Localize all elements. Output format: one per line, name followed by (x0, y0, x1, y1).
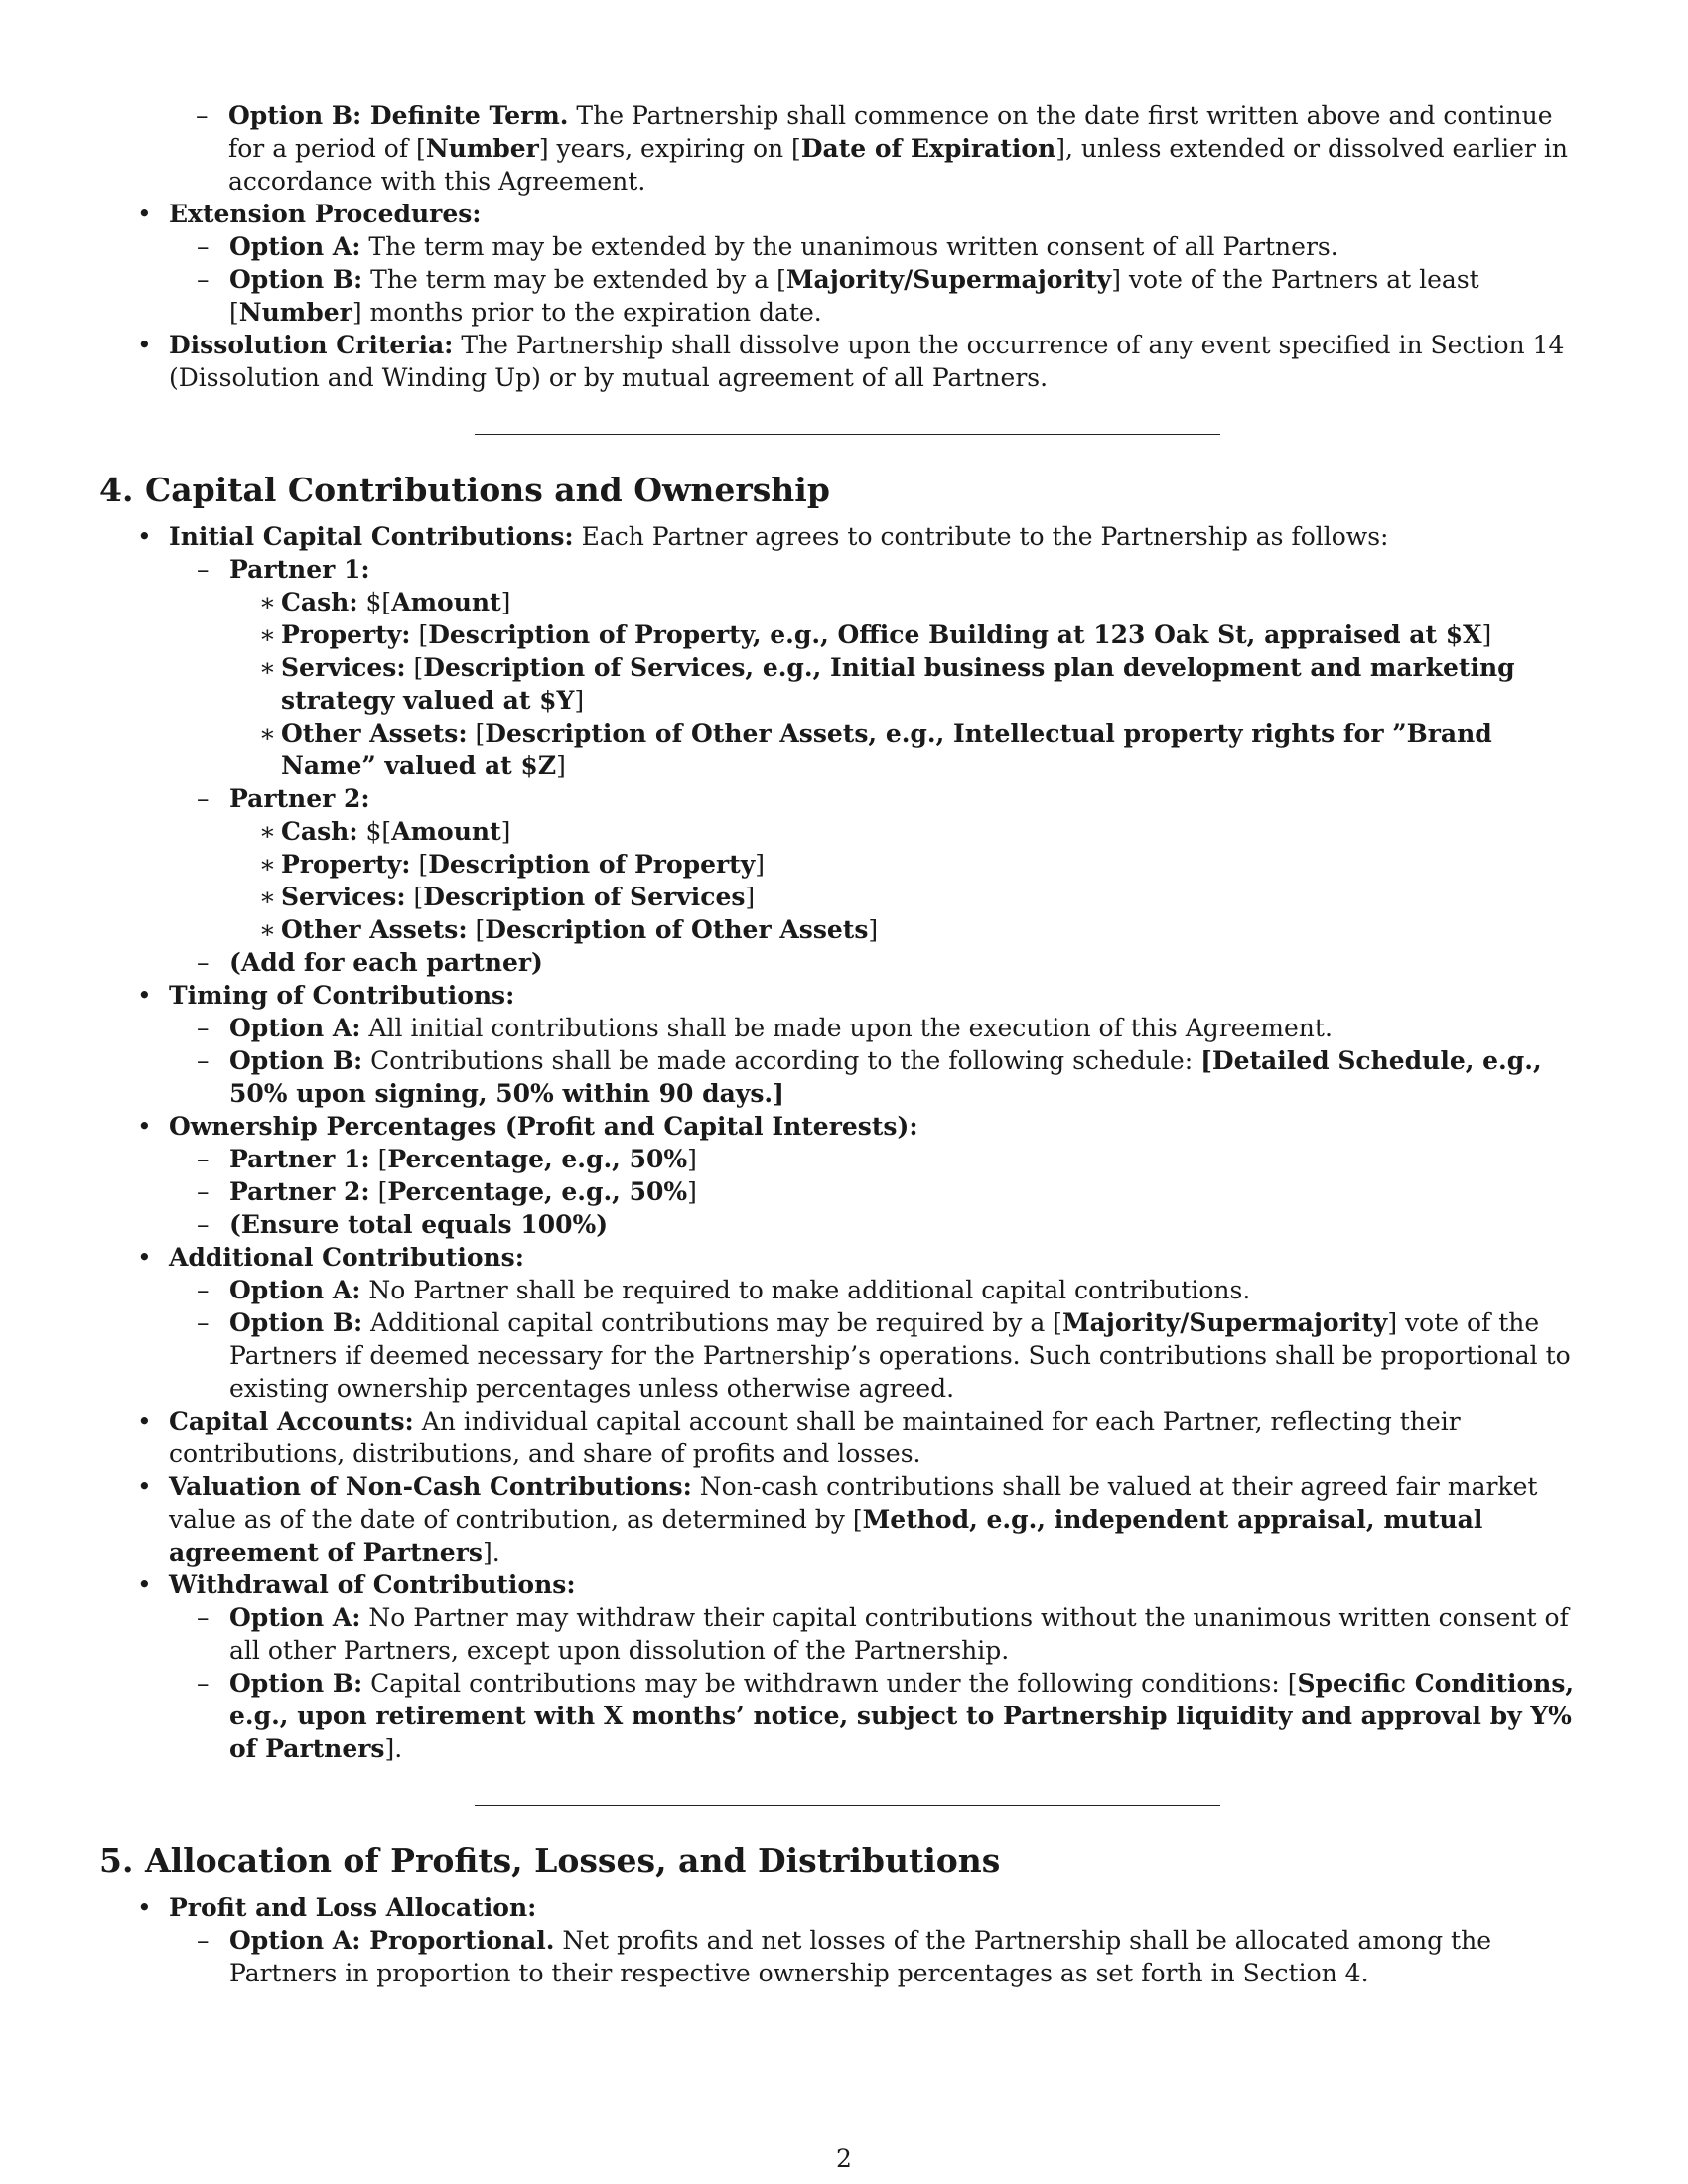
list-item: ∗ Property: [Description of Property, e.g., Office Building at 123 Oak St, appraised at $X] (229, 618, 1589, 651)
partner-2-item: – Partner 2: ∗ Cash: $[Amount] ∗ Property: [Description of Property] ∗ Services: [Description of Services] ∗ Other Assets: [Description of Other Assets] (169, 782, 1589, 946)
capital-accounts-item: • Capital Accounts: An individual capital account shall be maintained for each Partner, reflecting their contributions, distributions, and share of profits and losses. (99, 1405, 1589, 1470)
additional-options (169, 1274, 1589, 1405)
partner-2-assets (229, 815, 1589, 946)
list-item: ∗ Cash: $[Amount] (229, 586, 1589, 618)
section-divider (475, 434, 1220, 435)
list-item: ∗ Cash: $[Amount] (229, 815, 1589, 848)
section4-list (99, 520, 1589, 1765)
section-divider (475, 1805, 1220, 1806)
section5-list (99, 1891, 1589, 1989)
ownership-item: • Ownership Percentages (Profit and Capital Interests): – Partner 1: [Percentage, e.g., 50%] – Partner 2: [Percentage, e.g., 50%] – (Ensure total equals 100%) (99, 1110, 1589, 1241)
section3-list (99, 198, 1589, 394)
partner-1-assets (229, 586, 1589, 782)
list-item: ∗ Property: [Description of Property] (229, 848, 1589, 881)
section-5-heading: 5. Allocation of Profits, Losses, and Distributions (99, 1842, 1001, 1880)
list-item: – (Ensure total equals 100%) (169, 1208, 1589, 1241)
term-options-list (228, 99, 1589, 198)
valuation-item: • Valuation of Non-Cash Contributions: Non-cash contributions shall be valued at their agreed fair market value as of the date of contribution, as determined by [Method, e.g., independent appraisal, mutual agreement of Partners]. (99, 1470, 1589, 1569)
extension-options (169, 230, 1589, 329)
term-option-b: – Option B: Definite Term. The Partnership shall commence on the date first written above and continue for a period of [Number] years, expiring on [Date of Expiration], unless extended or dissolved earlier in accordance with this Agreement. (228, 99, 1589, 198)
withdrawal-options (169, 1601, 1589, 1765)
extension-option-a: – Option A: The term may be extended by the unanimous written consent of all Partners. (169, 230, 1589, 263)
extension-option-b: – Option B: The term may be extended by a [Majority/Supermajority] vote of the Partners at least [Number] months prior to the expiration date. (169, 263, 1589, 329)
page-number: 2 (836, 2144, 852, 2173)
section-4-heading: 4. Capital Contributions and Ownership (99, 471, 830, 509)
withdrawal-option-b: – Option B: Capital contributions may be withdrawn under the following conditions: [Specific Conditions, e.g., upon retirement with X months’ notice, subject to Partnership liquidity and approval by Y% of Partners]. (169, 1667, 1589, 1765)
additional-option-b: – Option B: Additional capital contributions may be required by a [Majority/Supermajority] vote of the Partners if deemed necessary for the Partnership’s operations. Such contributions shall be proportional to existing ownership percentages unless otherwise agreed. (169, 1306, 1589, 1405)
list-item: ∗ Other Assets: [Description of Other Assets] (229, 913, 1589, 946)
partner-1-item: – Partner 1: ∗ Cash: $[Amount] ∗ Property: [Description of Property, e.g., Office Building at 123 Oak St, appraised at $X] ∗ Services: [Description of Services, e.g., Initial business plan development and marketing strategy valued at $Y] ∗ Other Assets: [Description of Other Assets, e.g., Intellectual property rights for ”Brand Name” valued at $Z] (169, 553, 1589, 782)
initial-contributions-item: • Initial Capital Contributions: Each Partner agrees to contribute to the Partnership as follows: – Partner 1: ∗ Cash: $[Amount] ∗ Property: [Description of Property, e.g., Office Building at 123 Oak St, appraised at $X] ∗ Services: [Description of Services, e.g., Initial business plan development and marketing strategy valued at $Y] ∗ Other Assets: [Description of Other Assets, e.g., Intellectual property rights for ”Brand Name” valued at $Z] – Partner 2: ∗ Cash: $[Amount] ∗ Property: [Description of Property] ∗ Services: [Description of Services] ∗ Other Assets: [Description of Other Assets] – (Add for each partner) (99, 520, 1589, 979)
timing-option-b: – Option B: Contributions shall be made according to the following schedule: [Detailed Schedule, e.g., 50% upon signing, 50% within 90 days.] (169, 1044, 1589, 1110)
additional-option-a: – Option A: No Partner shall be required to make additional capital contributions. (169, 1274, 1589, 1306)
partners-list (169, 553, 1589, 979)
withdrawal-item: • Withdrawal of Contributions: – Option A: No Partner may withdraw their capital contributions without the unanimous written consent of all other Partners, except upon dissolution of the Partnership. – Option B: Capital contributions may be withdrawn under the following conditions: [Specific Conditions, e.g., upon retirement with X months’ notice, subject to Partnership liquidity and approval by Y% of Partners]. (99, 1569, 1589, 1765)
list-item: ∗ Other Assets: [Description of Other Assets, e.g., Intellectual property rights for ”Brand Name” valued at $Z] (229, 717, 1589, 782)
profit-loss-options (169, 1924, 1589, 1989)
list-item: ∗ Services: [Description of Services] (229, 881, 1589, 913)
withdrawal-option-a: – Option A: No Partner may withdraw their capital contributions without the unanimous written consent of all other Partners, except upon dissolution of the Partnership. (169, 1601, 1589, 1667)
profit-loss-option-a: – Option A: Proportional. Net profits and net losses of the Partnership shall be allocated among the Partners in proportion to their respective ownership percentages as set forth in Section 4. (169, 1924, 1589, 1989)
list-item: ∗ Services: [Description of Services, e.g., Initial business plan development and marketing strategy valued at $Y] (229, 651, 1589, 717)
add-partner-note: – (Add for each partner) (169, 946, 1589, 979)
additional-contributions-item: • Additional Contributions: – Option A: No Partner shall be required to make additional capital contributions. – Option B: Additional capital contributions may be required by a [Majority/Supermajority] vote of the Partners if deemed necessary for the Partnership’s operations. Such contributions shall be proportional to existing ownership percentages unless otherwise agreed. (99, 1241, 1589, 1405)
timing-options (169, 1012, 1589, 1110)
timing-item: • Timing of Contributions: – Option A: All initial contributions shall be made upon the execution of this Agreement. – Option B: Contributions shall be made according to the following schedule: [Detailed Schedule, e.g., 50% upon signing, 50% within 90 days.] (99, 979, 1589, 1110)
extension-procedures-item: • Extension Procedures: – Option A: The term may be extended by the unanimous written consent of all Partners. – Option B: The term may be extended by a [Majority/Supermajority] vote of the Partners at least [Number] months prior to the expiration date. (99, 198, 1589, 329)
list-item: – Partner 2: [Percentage, e.g., 50%] (169, 1175, 1589, 1208)
document-page (99, 99, 1589, 1989)
list-item: – Partner 1: [Percentage, e.g., 50%] (169, 1143, 1589, 1175)
profit-loss-item: • Profit and Loss Allocation: – Option A: Proportional. Net profits and net losses of the Partnership shall be allocated among the Partners in proportion to their respective ownership percentages as set forth in Section 4. (99, 1891, 1589, 1989)
timing-option-a: – Option A: All initial contributions shall be made upon the execution of this Agreement. (169, 1012, 1589, 1044)
dissolution-criteria-item: • Dissolution Criteria: The Partnership shall dissolve upon the occurrence of any event specified in Section 14 (Dissolution and Winding Up) or by mutual agreement of all Partners. (99, 329, 1589, 394)
ownership-list (169, 1143, 1589, 1241)
